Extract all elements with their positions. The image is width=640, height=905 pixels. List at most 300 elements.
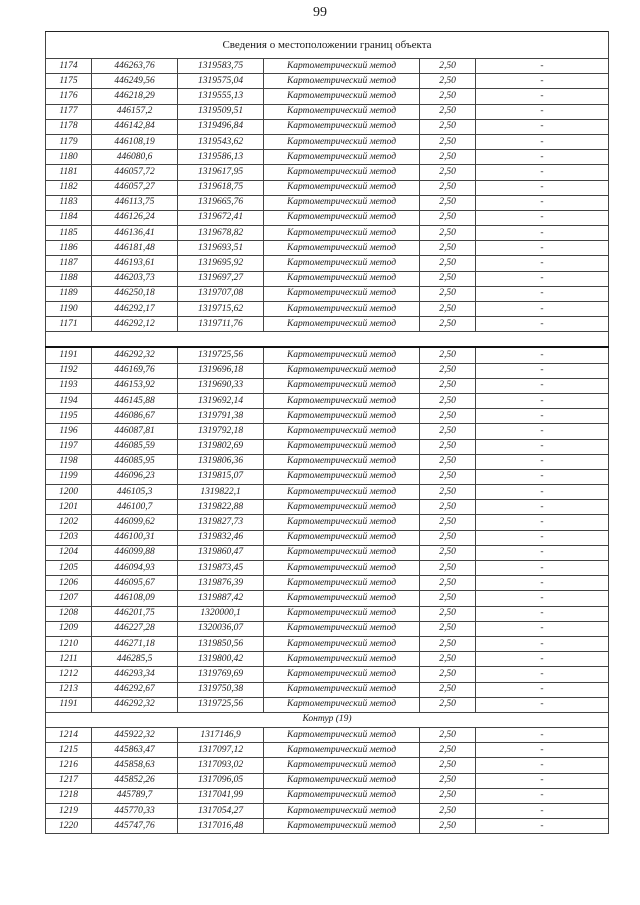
table-row xyxy=(46,119,609,134)
table-row xyxy=(46,773,609,788)
point-number-cell: 1188 xyxy=(46,271,92,286)
method-cell: Картометрический метод xyxy=(264,515,420,530)
x-coordinate-cell: 446292,12 xyxy=(92,317,178,332)
accuracy-cell: 2,50 xyxy=(420,89,476,104)
table-row xyxy=(46,500,609,515)
method-cell: Картометрический метод xyxy=(264,271,420,286)
x-coordinate-cell: 446193,61 xyxy=(92,256,178,271)
table-row xyxy=(46,819,609,834)
y-coordinate-cell: 1319617,95 xyxy=(178,165,264,180)
note-cell: - xyxy=(476,819,609,834)
y-coordinate-cell: 1319555,13 xyxy=(178,89,264,104)
y-coordinate-cell: 1319806,36 xyxy=(178,454,264,469)
x-coordinate-cell: 446095,67 xyxy=(92,576,178,591)
note-cell: - xyxy=(476,545,609,560)
accuracy-cell: 2,50 xyxy=(420,636,476,651)
note-cell: - xyxy=(476,74,609,89)
y-coordinate-cell: 1317093,02 xyxy=(178,758,264,773)
x-coordinate-cell: 446201,75 xyxy=(92,606,178,621)
note-cell: - xyxy=(476,469,609,484)
table-row xyxy=(46,347,609,363)
y-coordinate-cell: 1319586,13 xyxy=(178,150,264,165)
y-coordinate-cell: 1319822,1 xyxy=(178,485,264,500)
point-number-cell: 1186 xyxy=(46,241,92,256)
note-cell: - xyxy=(476,165,609,180)
method-cell: Картометрический метод xyxy=(264,667,420,682)
point-number-cell: 1180 xyxy=(46,150,92,165)
accuracy-cell: 2,50 xyxy=(420,134,476,149)
accuracy-cell: 2,50 xyxy=(420,74,476,89)
page-number: 99 xyxy=(313,5,327,20)
method-cell: Картометрический метод xyxy=(264,561,420,576)
point-number-cell: 1209 xyxy=(46,621,92,636)
y-coordinate-cell: 1319696,18 xyxy=(178,363,264,378)
method-cell: Картометрический метод xyxy=(264,317,420,332)
accuracy-cell: 2,50 xyxy=(420,773,476,788)
point-number-cell: 1207 xyxy=(46,591,92,606)
x-coordinate-cell: 446087,81 xyxy=(92,424,178,439)
table-row xyxy=(46,378,609,393)
note-cell: - xyxy=(476,271,609,286)
point-number-cell: 1181 xyxy=(46,165,92,180)
y-coordinate-cell: 1319693,51 xyxy=(178,241,264,256)
x-coordinate-cell: 446105,3 xyxy=(92,485,178,500)
table-row xyxy=(46,667,609,682)
table-row xyxy=(46,576,609,591)
accuracy-cell: 2,50 xyxy=(420,804,476,819)
point-number-cell: 1194 xyxy=(46,393,92,408)
accuracy-cell: 2,50 xyxy=(420,210,476,225)
accuracy-cell: 2,50 xyxy=(420,469,476,484)
table-row xyxy=(46,636,609,651)
table-row xyxy=(46,515,609,530)
method-cell: Картометрический метод xyxy=(264,804,420,819)
accuracy-cell: 2,50 xyxy=(420,530,476,545)
point-number-cell: 1189 xyxy=(46,286,92,301)
note-cell: - xyxy=(476,591,609,606)
note-cell: - xyxy=(476,150,609,165)
method-cell: Картометрический метод xyxy=(264,134,420,149)
table-row xyxy=(46,530,609,545)
accuracy-cell: 2,50 xyxy=(420,195,476,210)
method-cell: Картометрический метод xyxy=(264,409,420,424)
table-row xyxy=(46,743,609,758)
separator-cell xyxy=(46,332,609,348)
y-coordinate-cell: 1319850,56 xyxy=(178,636,264,651)
method-cell: Картометрический метод xyxy=(264,302,420,317)
method-cell: Картометрический метод xyxy=(264,195,420,210)
method-cell: Картометрический метод xyxy=(264,424,420,439)
x-coordinate-cell: 446153,92 xyxy=(92,378,178,393)
point-number-cell: 1208 xyxy=(46,606,92,621)
accuracy-cell: 2,50 xyxy=(420,652,476,667)
x-coordinate-cell: 446218,29 xyxy=(92,89,178,104)
table-row xyxy=(46,226,609,241)
point-number-cell: 1190 xyxy=(46,302,92,317)
y-coordinate-cell: 1319725,56 xyxy=(178,697,264,712)
point-number-cell: 1193 xyxy=(46,378,92,393)
point-number-cell: 1202 xyxy=(46,515,92,530)
y-coordinate-cell: 1319575,04 xyxy=(178,74,264,89)
y-coordinate-cell: 1319750,38 xyxy=(178,682,264,697)
accuracy-cell: 2,50 xyxy=(420,515,476,530)
table-row xyxy=(46,165,609,180)
x-coordinate-cell: 445852,26 xyxy=(92,773,178,788)
note-cell: - xyxy=(476,226,609,241)
table-row xyxy=(46,606,609,621)
y-coordinate-cell: 1319509,51 xyxy=(178,104,264,119)
accuracy-cell: 2,50 xyxy=(420,545,476,560)
method-cell: Картометрический метод xyxy=(264,180,420,195)
point-number-cell: 1179 xyxy=(46,134,92,149)
table-row xyxy=(46,286,609,301)
y-coordinate-cell: 1319496,84 xyxy=(178,119,264,134)
y-coordinate-cell: 1320036,07 xyxy=(178,621,264,636)
note-cell: - xyxy=(476,530,609,545)
x-coordinate-cell: 446292,67 xyxy=(92,682,178,697)
accuracy-cell: 2,50 xyxy=(420,271,476,286)
table-row xyxy=(46,469,609,484)
accuracy-cell: 2,50 xyxy=(420,59,476,74)
y-coordinate-cell: 1319543,62 xyxy=(178,134,264,149)
accuracy-cell: 2,50 xyxy=(420,758,476,773)
note-cell: - xyxy=(476,393,609,408)
x-coordinate-cell: 446136,41 xyxy=(92,226,178,241)
method-cell: Картометрический метод xyxy=(264,59,420,74)
point-number-cell: 1201 xyxy=(46,500,92,515)
table-row xyxy=(46,454,609,469)
x-coordinate-cell: 446250,18 xyxy=(92,286,178,301)
point-number-cell: 1192 xyxy=(46,363,92,378)
accuracy-cell: 2,50 xyxy=(420,378,476,393)
method-cell: Картометрический метод xyxy=(264,636,420,651)
accuracy-cell: 2,50 xyxy=(420,439,476,454)
note-cell: - xyxy=(476,621,609,636)
accuracy-cell: 2,50 xyxy=(420,317,476,332)
accuracy-cell: 2,50 xyxy=(420,454,476,469)
method-cell: Картометрический метод xyxy=(264,226,420,241)
point-number-cell: 1175 xyxy=(46,74,92,89)
point-number-cell: 1182 xyxy=(46,180,92,195)
x-coordinate-cell: 446293,34 xyxy=(92,667,178,682)
table-row xyxy=(46,485,609,500)
point-number-cell: 1214 xyxy=(46,728,92,743)
point-number-cell: 1197 xyxy=(46,439,92,454)
table-body xyxy=(46,32,609,834)
y-coordinate-cell: 1319618,75 xyxy=(178,180,264,195)
table-row xyxy=(46,545,609,560)
table-row xyxy=(46,317,609,332)
table-row xyxy=(46,210,609,225)
method-cell: Картометрический метод xyxy=(264,210,420,225)
x-coordinate-cell: 446181,48 xyxy=(92,241,178,256)
y-coordinate-cell: 1319815,07 xyxy=(178,469,264,484)
accuracy-cell: 2,50 xyxy=(420,393,476,408)
accuracy-cell: 2,50 xyxy=(420,576,476,591)
point-number-cell: 1200 xyxy=(46,485,92,500)
x-coordinate-cell: 446145,88 xyxy=(92,393,178,408)
x-coordinate-cell: 445770,33 xyxy=(92,804,178,819)
note-cell: - xyxy=(476,788,609,803)
point-number-cell: 1185 xyxy=(46,226,92,241)
table-row xyxy=(46,652,609,667)
table-row xyxy=(46,241,609,256)
note-cell: - xyxy=(476,256,609,271)
point-number-cell: 1218 xyxy=(46,788,92,803)
method-cell: Картометрический метод xyxy=(264,682,420,697)
table-title: Сведения о местоположении границ объекта xyxy=(46,32,609,59)
method-cell: Картометрический метод xyxy=(264,652,420,667)
x-coordinate-cell: 446271,18 xyxy=(92,636,178,651)
accuracy-cell: 2,50 xyxy=(420,819,476,834)
method-cell: Картометрический метод xyxy=(264,74,420,89)
accuracy-cell: 2,50 xyxy=(420,226,476,241)
note-cell: - xyxy=(476,241,609,256)
table-row xyxy=(46,728,609,743)
table-row xyxy=(46,150,609,165)
y-coordinate-cell: 1319707,08 xyxy=(178,286,264,301)
method-cell: Картометрический метод xyxy=(264,530,420,545)
point-number-cell: 1195 xyxy=(46,409,92,424)
note-cell: - xyxy=(476,409,609,424)
note-cell: - xyxy=(476,728,609,743)
y-coordinate-cell: 1317041,99 xyxy=(178,788,264,803)
table-row xyxy=(46,788,609,803)
table-row xyxy=(46,804,609,819)
y-coordinate-cell: 1319697,27 xyxy=(178,271,264,286)
note-cell: - xyxy=(476,652,609,667)
method-cell: Картометрический метод xyxy=(264,819,420,834)
x-coordinate-cell: 446086,67 xyxy=(92,409,178,424)
method-cell: Картометрический метод xyxy=(264,104,420,119)
note-cell: - xyxy=(476,119,609,134)
y-coordinate-cell: 1319672,41 xyxy=(178,210,264,225)
note-cell: - xyxy=(476,515,609,530)
y-coordinate-cell: 1319876,39 xyxy=(178,576,264,591)
method-cell: Картометрический метод xyxy=(264,576,420,591)
point-number-cell: 1213 xyxy=(46,682,92,697)
point-number-cell: 1205 xyxy=(46,561,92,576)
point-number-cell: 1203 xyxy=(46,530,92,545)
accuracy-cell: 2,50 xyxy=(420,409,476,424)
method-cell: Картометрический метод xyxy=(264,454,420,469)
y-coordinate-cell: 1319873,45 xyxy=(178,561,264,576)
x-coordinate-cell: 446292,17 xyxy=(92,302,178,317)
x-coordinate-cell: 446099,62 xyxy=(92,515,178,530)
note-cell: - xyxy=(476,576,609,591)
note-cell: - xyxy=(476,317,609,332)
table-row xyxy=(46,561,609,576)
accuracy-cell: 2,50 xyxy=(420,682,476,697)
note-cell: - xyxy=(476,500,609,515)
x-coordinate-cell: 446292,32 xyxy=(92,347,178,363)
point-number-cell: 1191 xyxy=(46,697,92,712)
method-cell: Картометрический метод xyxy=(264,773,420,788)
y-coordinate-cell: 1319695,92 xyxy=(178,256,264,271)
point-number-cell: 1206 xyxy=(46,576,92,591)
x-coordinate-cell: 446094,93 xyxy=(92,561,178,576)
x-coordinate-cell: 446099,88 xyxy=(92,545,178,560)
accuracy-cell: 2,50 xyxy=(420,728,476,743)
method-cell: Картометрический метод xyxy=(264,758,420,773)
y-coordinate-cell: 1319832,46 xyxy=(178,530,264,545)
y-coordinate-cell: 1319800,42 xyxy=(178,652,264,667)
note-cell: - xyxy=(476,485,609,500)
x-coordinate-cell: 446142,84 xyxy=(92,119,178,134)
method-cell: Картометрический метод xyxy=(264,743,420,758)
x-coordinate-cell: 446227,28 xyxy=(92,621,178,636)
y-coordinate-cell: 1319792,18 xyxy=(178,424,264,439)
x-coordinate-cell: 446085,95 xyxy=(92,454,178,469)
table-row xyxy=(46,409,609,424)
point-number-cell: 1219 xyxy=(46,804,92,819)
table-row xyxy=(46,180,609,195)
x-coordinate-cell: 446100,7 xyxy=(92,500,178,515)
method-cell: Картометрический метод xyxy=(264,788,420,803)
note-cell: - xyxy=(476,804,609,819)
y-coordinate-cell: 1319802,69 xyxy=(178,439,264,454)
x-coordinate-cell: 446126,24 xyxy=(92,210,178,225)
note-cell: - xyxy=(476,59,609,74)
contour-header-row xyxy=(46,712,609,727)
note-cell: - xyxy=(476,424,609,439)
note-cell: - xyxy=(476,134,609,149)
x-coordinate-cell: 446057,72 xyxy=(92,165,178,180)
accuracy-cell: 2,50 xyxy=(420,104,476,119)
x-coordinate-cell: 446108,19 xyxy=(92,134,178,149)
x-coordinate-cell: 446249,56 xyxy=(92,74,178,89)
x-coordinate-cell: 446057,27 xyxy=(92,180,178,195)
point-number-cell: 1187 xyxy=(46,256,92,271)
accuracy-cell: 2,50 xyxy=(420,180,476,195)
point-number-cell: 1171 xyxy=(46,317,92,332)
x-coordinate-cell: 446096,23 xyxy=(92,469,178,484)
method-cell: Картометрический метод xyxy=(264,363,420,378)
accuracy-cell: 2,50 xyxy=(420,621,476,636)
point-number-cell: 1176 xyxy=(46,89,92,104)
y-coordinate-cell: 1317016,48 xyxy=(178,819,264,834)
y-coordinate-cell: 1319725,56 xyxy=(178,347,264,363)
note-cell: - xyxy=(476,195,609,210)
note-cell: - xyxy=(476,697,609,712)
table-row xyxy=(46,134,609,149)
x-coordinate-cell: 446157,2 xyxy=(92,104,178,119)
accuracy-cell: 2,50 xyxy=(420,347,476,363)
point-number-cell: 1212 xyxy=(46,667,92,682)
method-cell: Картометрический метод xyxy=(264,119,420,134)
y-coordinate-cell: 1319711,76 xyxy=(178,317,264,332)
contour-label: Контур (19) xyxy=(46,712,609,727)
note-cell: - xyxy=(476,773,609,788)
x-coordinate-cell: 446169,76 xyxy=(92,363,178,378)
method-cell: Картометрический метод xyxy=(264,165,420,180)
y-coordinate-cell: 1319692,14 xyxy=(178,393,264,408)
point-number-cell: 1174 xyxy=(46,59,92,74)
method-cell: Картометрический метод xyxy=(264,606,420,621)
table-row xyxy=(46,393,609,408)
method-cell: Картометрический метод xyxy=(264,241,420,256)
x-coordinate-cell: 445863,47 xyxy=(92,743,178,758)
accuracy-cell: 2,50 xyxy=(420,424,476,439)
note-cell: - xyxy=(476,104,609,119)
x-coordinate-cell: 446263,76 xyxy=(92,59,178,74)
table-row xyxy=(46,59,609,74)
y-coordinate-cell: 1319791,38 xyxy=(178,409,264,424)
note-cell: - xyxy=(476,286,609,301)
note-cell: - xyxy=(476,210,609,225)
method-cell: Картометрический метод xyxy=(264,500,420,515)
y-coordinate-cell: 1319822,88 xyxy=(178,500,264,515)
accuracy-cell: 2,50 xyxy=(420,606,476,621)
point-number-cell: 1199 xyxy=(46,469,92,484)
method-cell: Картометрический метод xyxy=(264,621,420,636)
method-cell: Картометрический метод xyxy=(264,286,420,301)
point-number-cell: 1215 xyxy=(46,743,92,758)
y-coordinate-cell: 1319583,75 xyxy=(178,59,264,74)
table-row xyxy=(46,256,609,271)
table-row xyxy=(46,697,609,712)
note-cell: - xyxy=(476,682,609,697)
y-coordinate-cell: 1319715,62 xyxy=(178,302,264,317)
y-coordinate-cell: 1319678,82 xyxy=(178,226,264,241)
note-cell: - xyxy=(476,363,609,378)
y-coordinate-cell: 1319827,73 xyxy=(178,515,264,530)
table-row xyxy=(46,74,609,89)
method-cell: Картометрический метод xyxy=(264,485,420,500)
point-number-cell: 1184 xyxy=(46,210,92,225)
note-cell: - xyxy=(476,743,609,758)
y-coordinate-cell: 1319887,42 xyxy=(178,591,264,606)
method-cell: Картометрический метод xyxy=(264,728,420,743)
x-coordinate-cell: 445922,32 xyxy=(92,728,178,743)
y-coordinate-cell: 1319665,76 xyxy=(178,195,264,210)
accuracy-cell: 2,50 xyxy=(420,500,476,515)
accuracy-cell: 2,50 xyxy=(420,697,476,712)
x-coordinate-cell: 445747,76 xyxy=(92,819,178,834)
note-cell: - xyxy=(476,454,609,469)
x-coordinate-cell: 446292,32 xyxy=(92,697,178,712)
separator-row xyxy=(46,332,609,348)
note-cell: - xyxy=(476,378,609,393)
accuracy-cell: 2,50 xyxy=(420,119,476,134)
x-coordinate-cell: 446113,75 xyxy=(92,195,178,210)
table-row xyxy=(46,195,609,210)
table-row xyxy=(46,439,609,454)
method-cell: Картометрический метод xyxy=(264,256,420,271)
y-coordinate-cell: 1317097,12 xyxy=(178,743,264,758)
x-coordinate-cell: 446100,31 xyxy=(92,530,178,545)
table-title-row xyxy=(46,32,609,59)
boundary-coordinates-table xyxy=(45,31,609,834)
table-row xyxy=(46,89,609,104)
note-cell: - xyxy=(476,347,609,363)
y-coordinate-cell: 1319690,33 xyxy=(178,378,264,393)
point-number-cell: 1216 xyxy=(46,758,92,773)
point-number-cell: 1211 xyxy=(46,652,92,667)
point-number-cell: 1191 xyxy=(46,347,92,363)
point-number-cell: 1177 xyxy=(46,104,92,119)
point-number-cell: 1178 xyxy=(46,119,92,134)
y-coordinate-cell: 1319860,47 xyxy=(178,545,264,560)
accuracy-cell: 2,50 xyxy=(420,591,476,606)
accuracy-cell: 2,50 xyxy=(420,256,476,271)
note-cell: - xyxy=(476,302,609,317)
accuracy-cell: 2,50 xyxy=(420,241,476,256)
note-cell: - xyxy=(476,180,609,195)
note-cell: - xyxy=(476,561,609,576)
point-number-cell: 1198 xyxy=(46,454,92,469)
accuracy-cell: 2,50 xyxy=(420,743,476,758)
